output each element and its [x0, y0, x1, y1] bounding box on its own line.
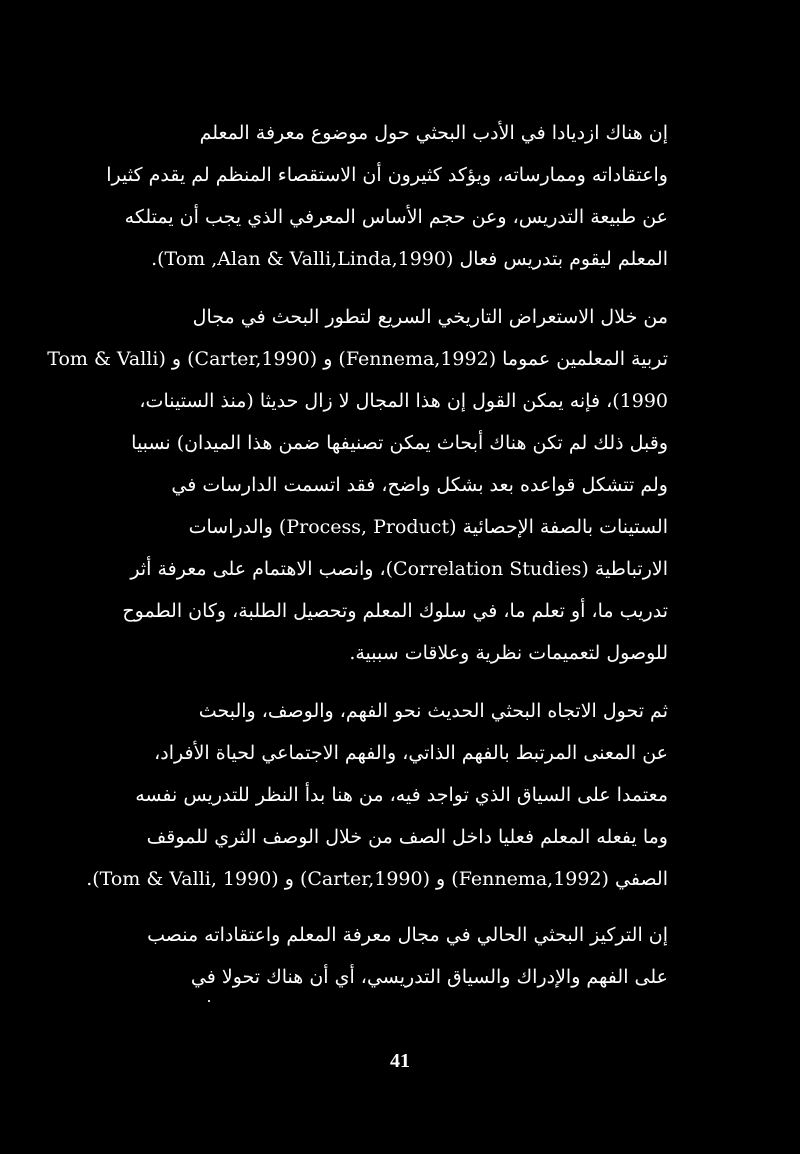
- paragraph-teacher-knowledge: [106, 112, 668, 280]
- text-line: للوصول لتعميمات نظرية وعلاقات سببية.: [349, 642, 668, 664]
- text-line: من خلال الاستعراض التاريخي السريع لتطور البحث في مجال: [192, 306, 668, 328]
- paragraph-historical-review: [47, 296, 668, 674]
- text-line: عن المعنى المرتبط بالفهم الذاتي، والفهم الاجتماعي لحياة الأفراد،: [154, 742, 668, 764]
- page-number: 41: [390, 1050, 410, 1072]
- text-line: ولم تتشكل قواعده بعد بشكل واضح، فقد اتسمت الدارسات في: [171, 474, 668, 496]
- text-line: إن التركيز البحثي الحالي في مجال معرفة المعلم واعتقاداته منصب: [147, 924, 668, 946]
- text-line: الصفي (Fennema,1992) و (Carter,1990) و (Tom & Valli, 1990).: [86, 868, 668, 890]
- text-line: 1990)، فإنه يمكن القول إن هذا المجال لا زال حديثا (منذ الستينات،: [139, 390, 668, 412]
- paragraph-modern-trend: [86, 690, 668, 900]
- text-line: الستينات بالصفة الإحصائية (Process, Product) والدراسات: [188, 516, 668, 538]
- text-line: إن هناك ازديادا في الأدب البحثي حول موضوع معرفة المعلم: [199, 122, 668, 144]
- text-line: وما يفعله المعلم فعليا داخل الصف من خلال الوصف الثري للموقف: [146, 826, 668, 848]
- text-line: الارتباطية (Correlation Studies)، وانصب الاهتمام على معرفة أثر: [130, 558, 668, 580]
- text-line: تربية المعلمين عموما (Fennema,1992) و (Carter,1990) و (Tom & Valli: [47, 348, 668, 370]
- text-line: ثم تحول الاتجاه البحثي الحديث نحو الفهم، والوصف، والبحث: [198, 700, 668, 722]
- text-line: على الفهم والإدراك والسياق التدريسي، أي أن هناك تحولا في: [190, 966, 668, 988]
- scan-speck: [208, 1000, 210, 1002]
- text-line: وقبل ذلك لم تكن هناك أبحاث يمكن تصنيفها ضمن هذا الميدان) نسبيا: [131, 432, 668, 454]
- text-line: المعلم ليقوم بتدريس فعال (Tom ,Alan & Valli,Linda,1990).: [151, 248, 668, 270]
- text-line: تدريب ما، أو تعلم ما، في سلوك المعلم وتحصيل الطلبة، وكان الطموح: [122, 600, 668, 622]
- text-line: واعتقاداته وممارساته، ويؤكد كثيرون أن الاستقصاء المنظم لم يقدم كثيرا: [106, 164, 668, 186]
- text-line: عن طبيعة التدريس، وعن حجم الأساس المعرفي الذي يجب أن يمتلكه: [124, 206, 668, 228]
- paragraph-current-focus: [128, 914, 668, 998]
- text-line: معتمدا على السياق الذي تواجد فيه، من هنا بدأ النظر للتدريس نفسه: [135, 784, 668, 806]
